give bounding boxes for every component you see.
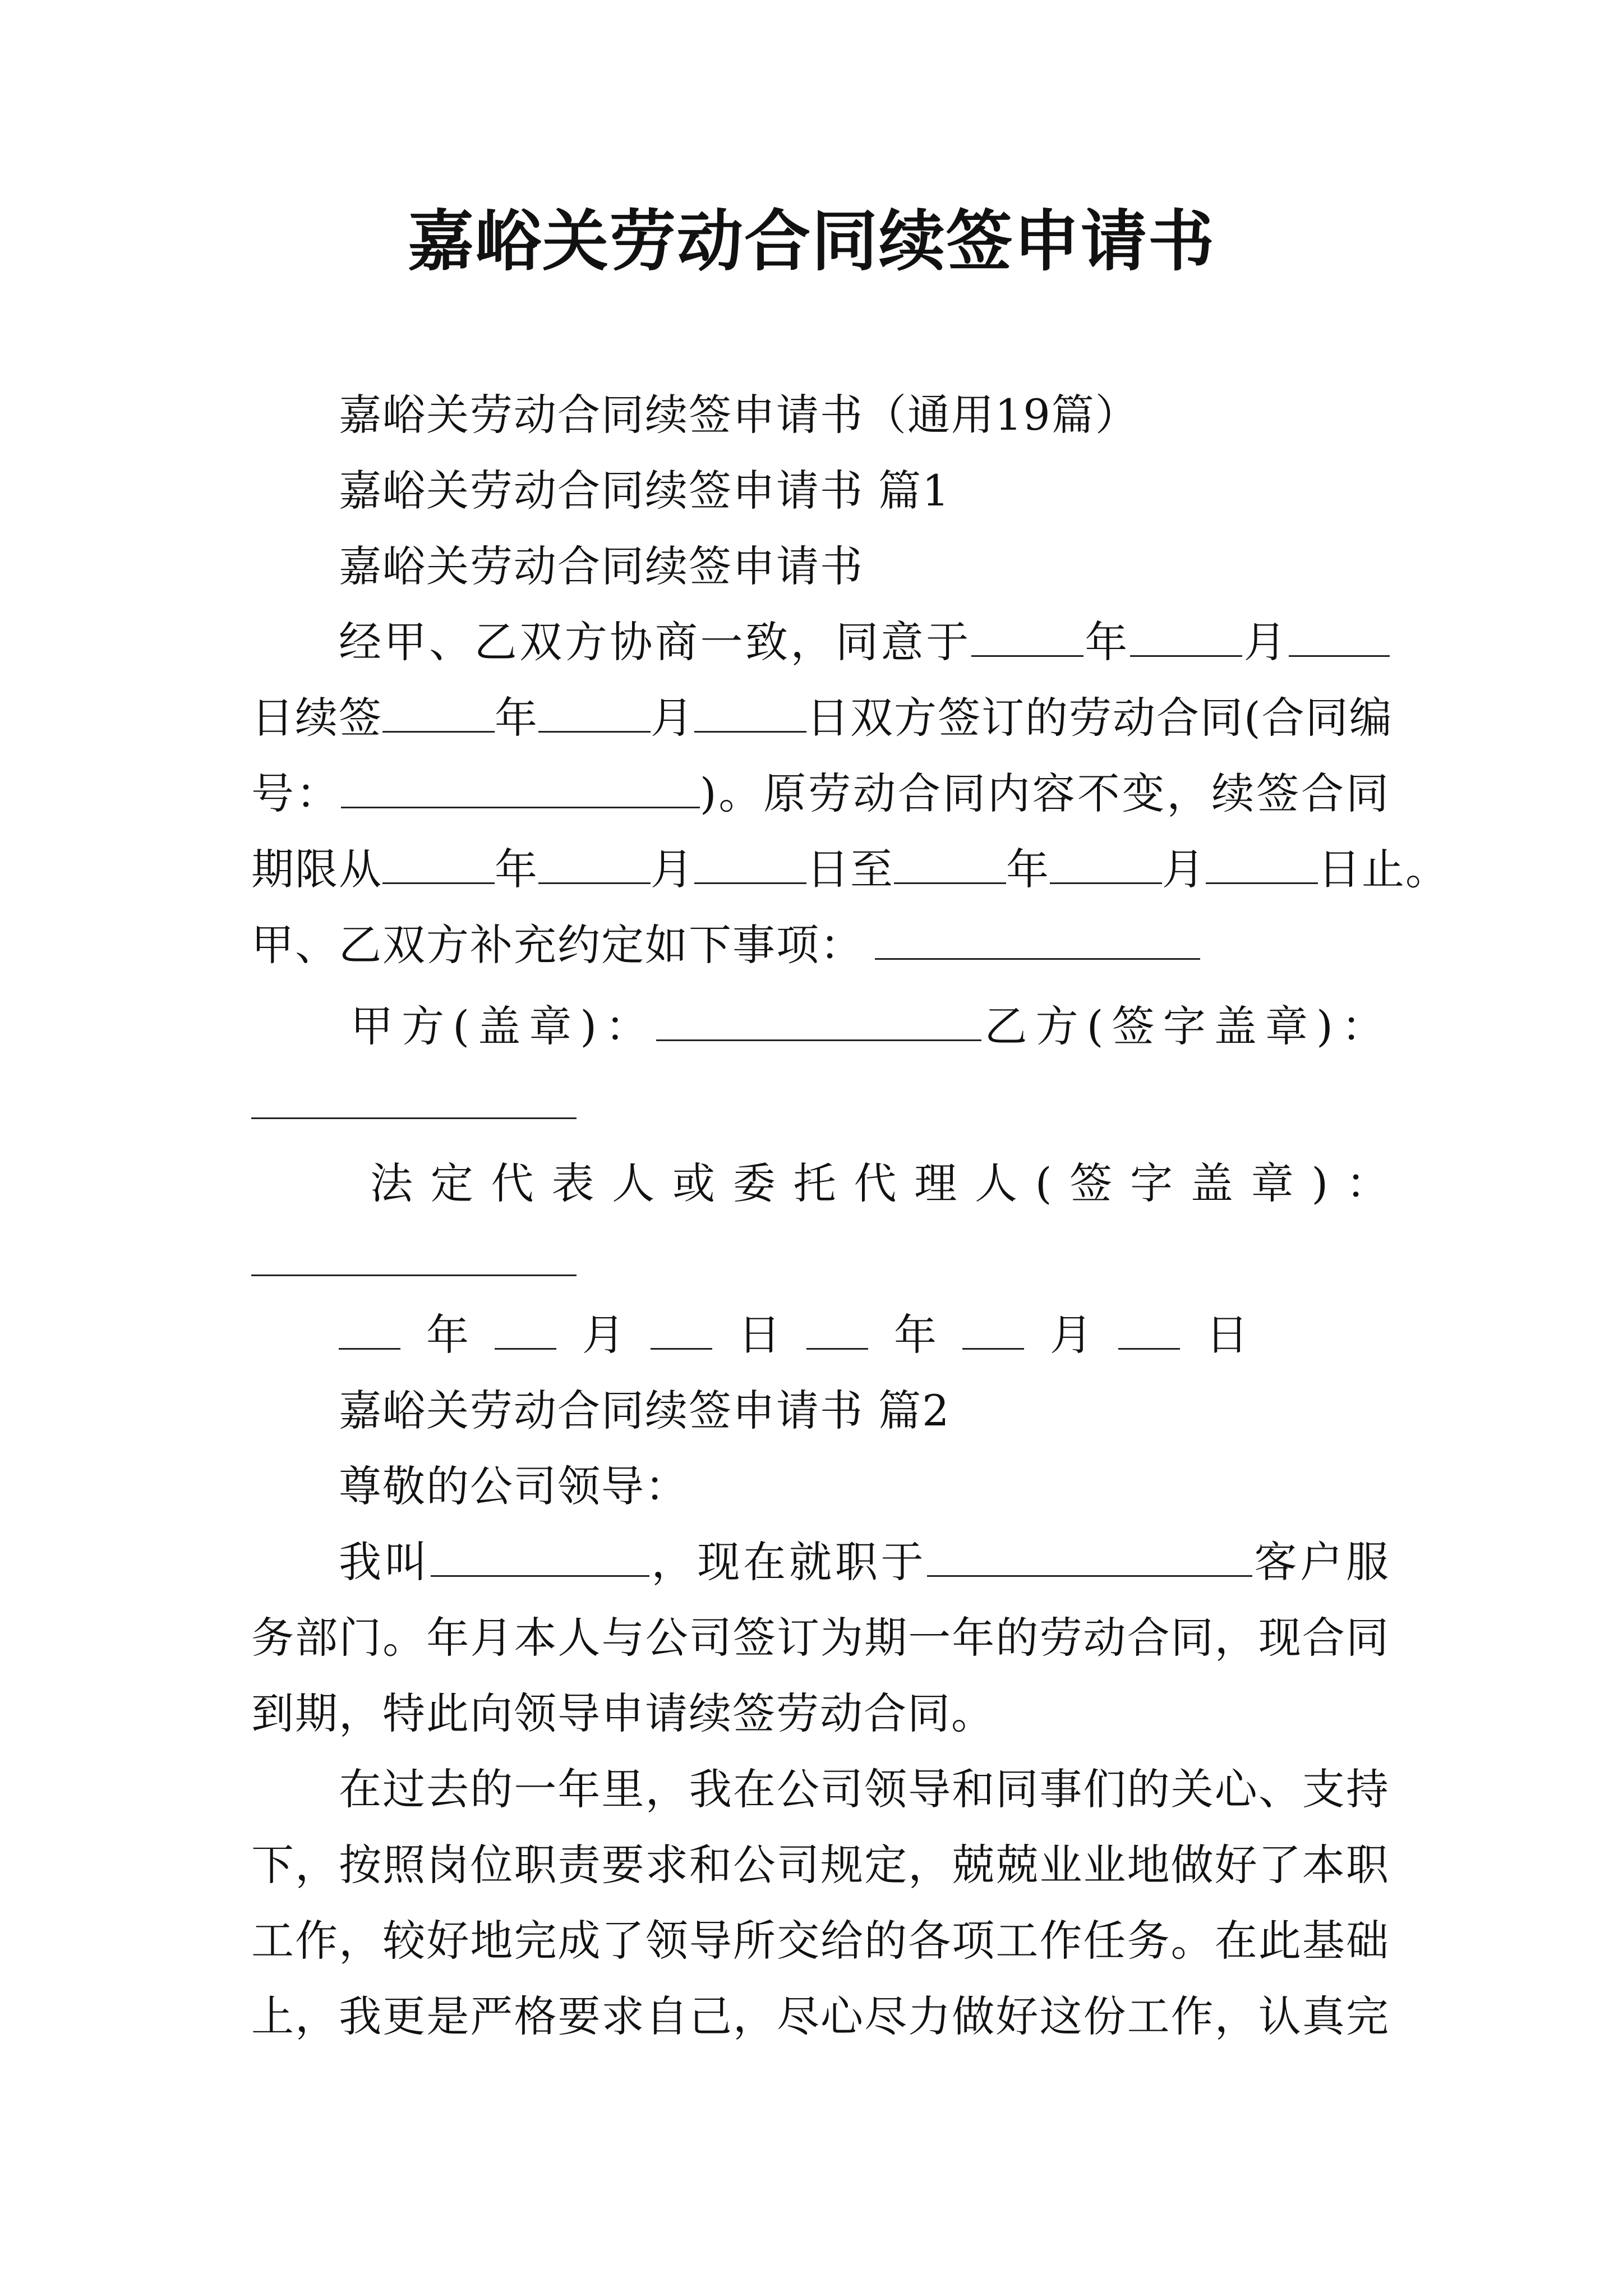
representative-signature-blank [251,1274,577,1276]
contract-number-blank [341,767,700,808]
paragraph-line: 号： )。原劳动合同内容不变，续签合同 [251,769,1390,818]
blank-field [382,692,495,733]
blank-field [538,692,651,733]
party-b-signature-blank [251,1117,577,1119]
blank-field [694,692,806,733]
name-blank [431,1536,649,1577]
paragraph-line: 经甲、乙双方协商一致，同意于 年 月 [339,614,1390,670]
paragraph-line: 我叫 ，现在就职于 客户服 [339,1537,1390,1587]
paragraph-line: 日续签 年 月 日双方签订的劳动合同(合同编 [251,693,1393,743]
blank-field [538,843,651,884]
blank-field [694,843,806,884]
paragraph-line: 期限从 年 月 日至 年 月 日止。 [251,844,1449,894]
date-line: 年 月 日 年 月 日 [339,1307,1274,1363]
subtitle-general: 嘉峪关劳动合同续签申请书（通用19篇） [339,390,1139,440]
document-title: 嘉峪关劳动合同续签申请书 [407,202,1215,280]
representative-line: 法定代表人或委托代理人(签字盖章)： [370,1158,1390,1208]
section-heading-2: 嘉峪关劳动合同续签申请书 篇2 [339,1386,951,1435]
blank-field [1118,1309,1180,1350]
blank-field [651,1309,712,1350]
section-heading-1: 嘉峪关劳动合同续签申请书 篇1 [339,466,951,516]
paragraph-line: 上，我更是严格要求自己，尽心尽力做好这份工作，认真完 [251,1991,1390,2041]
blank-field [339,1309,400,1350]
company-blank [927,1536,1252,1577]
blank-field [1130,616,1242,657]
blank-field [806,1309,868,1350]
paragraph-line: 下，按照岗位职责要求和公司规定，兢兢业业地做好了本职 [251,1840,1390,1890]
paragraph-line: 到期，特此向领导申请续签劳动合同。 [251,1688,995,1738]
section-subheading-1: 嘉峪关劳动合同续签申请书 [339,541,864,591]
paragraph-line: 工作，较好地完成了领导所交给的各项工作任务。在此基础 [251,1916,1390,1966]
blank-field [1050,843,1162,884]
blank-field [382,843,495,884]
paragraph-line: 甲、乙双方补充约定如下事项： [251,917,1200,973]
greeting: 尊敬的公司领导： [339,1461,689,1511]
paragraph-line: 务部门。年月本人与公司签订为期一年的劳动合同，现合同 [251,1613,1390,1663]
supplement-blank [875,919,1200,960]
signature-line: 甲方(盖章)： 乙方(签字盖章)： [351,1001,1390,1051]
paragraph-line: 在过去的一年里，我在公司领导和同事们的关心、支持 [339,1764,1390,1814]
party-a-signature-blank [656,1000,981,1041]
blank-field [1206,843,1318,884]
blank-field [971,616,1083,657]
blank-field [1289,616,1390,657]
blank-field [962,1309,1024,1350]
blank-field [495,1309,556,1350]
blank-field [894,843,1006,884]
